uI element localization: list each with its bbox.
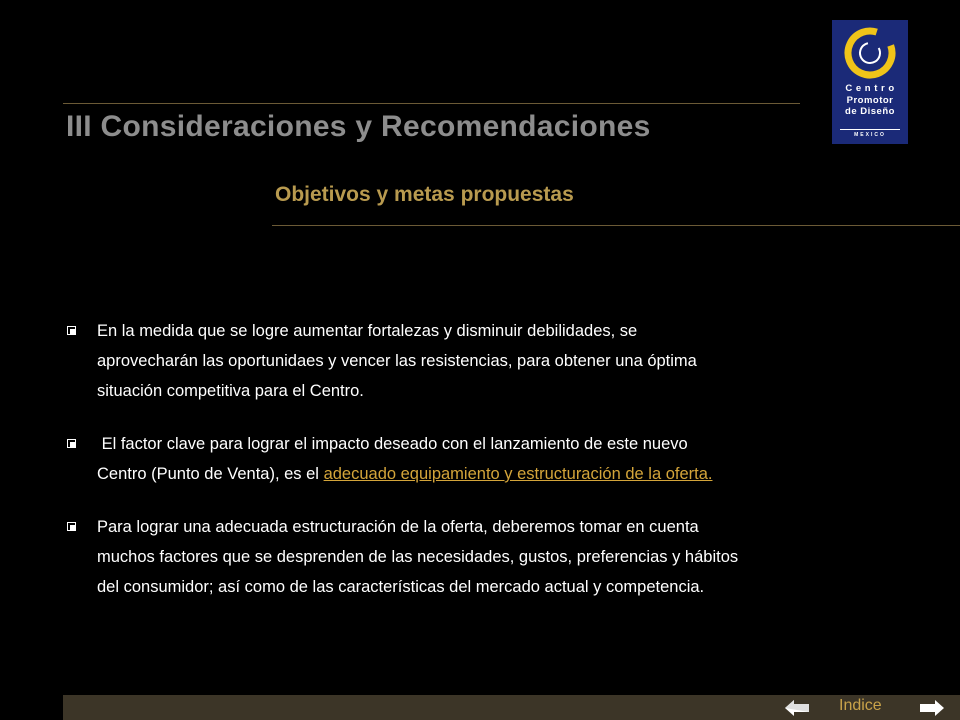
bullet-item: [66, 429, 946, 489]
bullet-1-line-1: En la medida que se logre aumentar fortalezas y disminuir debilidades, se: [97, 322, 638, 340]
bullet-2-line-2: [97, 459, 946, 489]
index-link[interactable]: Indice: [839, 697, 882, 714]
header-divider-bottom: [272, 225, 960, 226]
footer-bar: [63, 695, 960, 720]
logo-ring-icon: [840, 25, 900, 81]
logo-line-3: de Diseño: [845, 106, 895, 117]
page-subtitle: Objetivos y metas propuestas: [275, 183, 574, 206]
bullet-square-icon: [67, 439, 76, 448]
bullet-square-icon: [67, 522, 76, 531]
bullet-1-line-3: situación competitiva para el Centro.: [97, 382, 364, 400]
logo-line-2: Promotor: [846, 94, 894, 106]
bullet-square-icon: [67, 326, 76, 335]
bullet-3-line-1: Para lograr una adecuada estructuración de la oferta, deberemos tomar en cuenta: [97, 518, 699, 536]
header-divider-top: [63, 103, 800, 104]
centro-promotor-logo: [832, 20, 908, 144]
logo-line-1: C e n t r o: [845, 83, 895, 94]
next-arrow-icon[interactable]: [920, 699, 944, 717]
bullet-item: [66, 316, 946, 406]
oferta-link[interactable]: adecuado equipamiento y estructuración de la oferta.: [323, 465, 713, 483]
bullet-2-line-1: El factor clave para lograr el impacto deseado con el lanzamiento de este nuevo: [97, 435, 688, 453]
prev-arrow-icon[interactable]: [785, 699, 809, 717]
bullet-list: [66, 316, 946, 625]
bullet-1-line-2: aprovecharán las oportunidaes y vencer las resistencias, para obtener una óptima: [97, 352, 697, 370]
bullet-3-line-3: del consumidor; así como de las características del mercado actual y competencia.: [97, 578, 705, 596]
bullet-2-line-2-text: Centro (Punto de Venta), es el: [97, 465, 324, 483]
bullet-item: [66, 512, 946, 602]
bullet-3-line-2: muchos factores que se desprenden de las necesidades, gustos, preferencias y hábitos: [97, 548, 739, 566]
logo-country: MEXICO: [854, 132, 886, 138]
page-title: III Consideraciones y Recomendaciones: [66, 110, 651, 143]
logo-divider: [840, 129, 900, 130]
